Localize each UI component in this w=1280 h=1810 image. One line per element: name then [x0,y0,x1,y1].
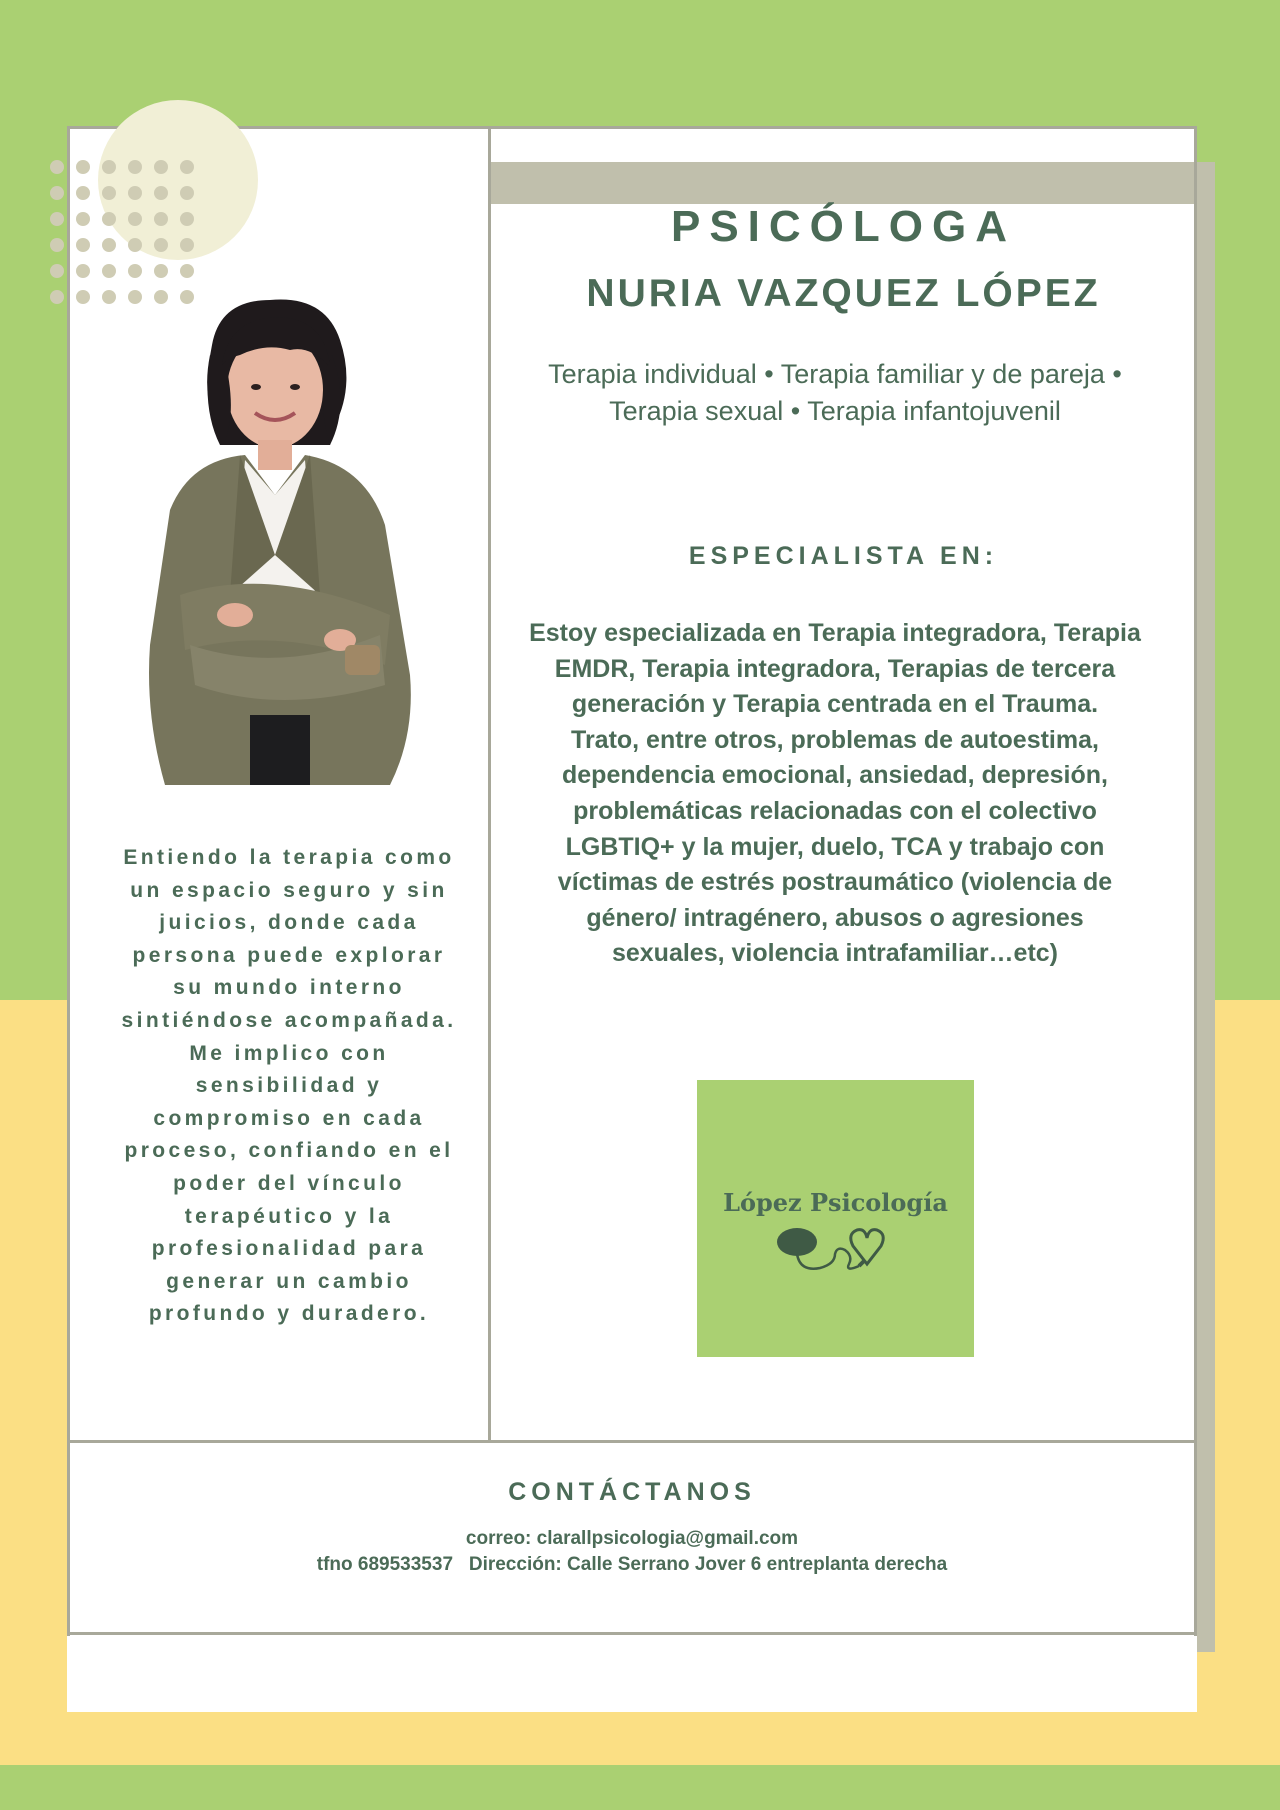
services-list: Terapia individual • Terapia familiar y de pareja • Terapia sexual • Terapia infantojuvenil [548,359,1122,426]
page-title: PSICÓLOGA [670,202,1017,251]
psychologist-name: NURIA VAZQUEZ LÓPEZ [586,272,1101,315]
frame-right-line [1194,126,1197,1636]
frame-bottom-line [67,1632,1197,1635]
contact-heading: CONTÁCTANOS [508,1478,756,1506]
portrait-photo [140,295,430,785]
background-green-bottom [0,1765,1280,1810]
brain-heart-icon [775,1220,895,1280]
specialist-paragraph-2: Trato, entre otros, problemas de autoestima, dependencia emocional, ansiedad, depresión, problemáticas relacionadas con el colectivo LGBTIQ+ y la mujer, duelo, TCA y trabajo con víctimas de estrés postraumático (violencia de género/ intragénero, abusos o agresiones sexuales, violencia intrafamiliar…etc) [557,725,1113,968]
therapy-philosophy-text: Entiendo la terapia como un espacio seguro y sin juicios, donde cada persona puede explorar su mundo interno sintiéndose acompañada. Me implico con sensibilidad y compromiso en cada proceso, confiando en el poder del vínculo terapéutico y la profesionalidad para generar un cambio profundo y duradero. [121,846,457,1326]
logo [697,1080,974,1357]
decorative-dots [50,160,200,310]
specialist-paragraph-1: Estoy especializada en Terapia integradora, Terapia EMDR, Terapia integradora, Terapias de tercera generación y Terapia centrada en el Trauma. [529,619,1141,719]
contact-phone-address: tfno 689533537 Dirección: Calle Serrano Jover 6 entreplanta derecha [316,1554,948,1575]
frame-divider-vertical [488,126,491,1442]
header-band [490,162,1197,204]
frame-left-line [67,126,70,1636]
specialist-heading: ESPECIALISTA EN: [688,542,999,570]
contact-email: correo: clarallpsicologia@gmail.com [465,1528,799,1549]
frame-divider-horizontal [67,1440,1197,1443]
logo-text: López Psicología [723,1188,948,1217]
specialist-description [528,616,1142,972]
